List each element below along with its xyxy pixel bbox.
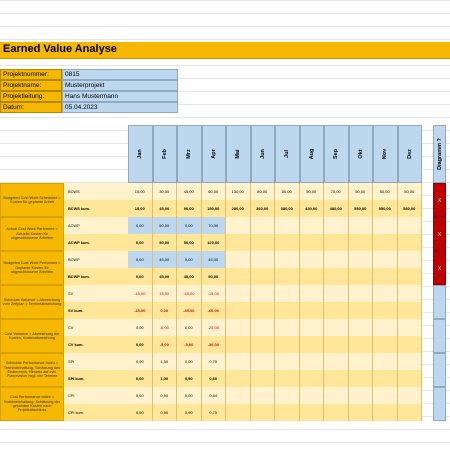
value-cell[interactable] xyxy=(226,404,251,421)
month-label: Dez xyxy=(406,149,413,159)
value-cell[interactable]: 0,00 xyxy=(128,268,153,285)
value-cell[interactable]: 580,00 xyxy=(398,200,423,217)
row-label: SPI kum. xyxy=(64,370,128,387)
metric-description: Actual Cost Work Performed = Aktuelle Kosten für abgeschlossene Arbeiten xyxy=(0,217,64,251)
title-bar xyxy=(0,42,450,59)
value-cell[interactable] xyxy=(226,319,251,336)
value-cell[interactable]: 0,60 xyxy=(202,370,227,387)
metric-description: Cost Performance Index = Kosteneinhaltung, Schätzung der gesamten Kosten nach Projektabschluss xyxy=(0,387,64,421)
value-cell[interactable] xyxy=(398,353,423,370)
value-cell[interactable] xyxy=(324,217,349,234)
value-cell[interactable] xyxy=(373,387,398,404)
month-header xyxy=(202,125,227,183)
value-cell[interactable] xyxy=(349,336,374,353)
month-header xyxy=(226,125,251,183)
value-cell[interactable] xyxy=(349,353,374,370)
metric-description: Budgeted Cost Work Performed = Geplante Kosten für abgeschlossene Arbeiten xyxy=(0,251,64,285)
month-header xyxy=(275,125,300,183)
project-info-row xyxy=(0,69,178,80)
value-cell[interactable] xyxy=(251,319,276,336)
project-info-value[interactable]: Hans Mustermann xyxy=(62,91,178,102)
value-cell[interactable]: 0,50 xyxy=(177,370,202,387)
value-cell[interactable]: 50,00 xyxy=(373,183,398,200)
value-cell[interactable] xyxy=(398,404,423,421)
row-label: CPI kum. xyxy=(64,404,128,421)
value-cell[interactable] xyxy=(251,353,276,370)
value-cell[interactable]: 50,00 xyxy=(300,183,325,200)
month-label: Okt xyxy=(357,149,364,159)
value-cell[interactable]: 0,00 xyxy=(177,387,202,404)
value-cell[interactable]: 0,00 xyxy=(128,217,153,234)
row-label: BCWS xyxy=(64,183,128,200)
value-cell[interactable]: 45,00 xyxy=(177,183,202,200)
value-cell[interactable] xyxy=(373,336,398,353)
value-cell[interactable] xyxy=(226,387,251,404)
value-cell[interactable] xyxy=(324,387,349,404)
value-cell[interactable] xyxy=(398,319,423,336)
value-cell[interactable] xyxy=(275,370,300,387)
month-header xyxy=(153,125,178,183)
value-cell[interactable] xyxy=(226,251,251,268)
project-info-value[interactable]: 0815 xyxy=(62,69,178,80)
value-cell[interactable] xyxy=(251,387,276,404)
diagram-column-cell xyxy=(433,319,446,353)
value-cell[interactable]: 360,00 xyxy=(251,200,276,217)
value-cell[interactable] xyxy=(324,251,349,268)
value-cell[interactable]: 0,00 xyxy=(128,251,153,268)
value-cell[interactable] xyxy=(349,251,374,268)
value-cell[interactable] xyxy=(251,302,276,319)
month-label: Aug xyxy=(308,148,315,160)
value-cell[interactable] xyxy=(349,268,374,285)
value-cell[interactable]: 0,00 xyxy=(128,353,153,370)
value-cell[interactable]: 50,00 xyxy=(153,217,178,234)
value-cell[interactable]: -30,00 xyxy=(202,336,227,353)
value-cell[interactable] xyxy=(373,353,398,370)
value-cell[interactable]: 50,00 xyxy=(153,234,178,251)
value-cell[interactable] xyxy=(398,251,423,268)
value-cell[interactable] xyxy=(275,336,300,353)
value-cell[interactable] xyxy=(324,268,349,285)
value-cell[interactable]: 50,00 xyxy=(398,183,423,200)
value-cell[interactable]: 90,00 xyxy=(202,268,227,285)
month-label: Jan xyxy=(137,149,144,159)
metric-description: Schedule Variance = Abweichung vom Zeitplan = Termintabweichung xyxy=(0,285,64,319)
value-cell[interactable] xyxy=(275,268,300,285)
value-cell[interactable] xyxy=(226,217,251,234)
value-cell[interactable]: 0,00 xyxy=(128,404,153,421)
value-cell[interactable]: 45,00 xyxy=(153,268,178,285)
metric-description: Schedule Performance Index = Termineinhaltung, Schätzung des Endtermins, Hinweis auf evtl. Planrevision bzgl. der Termine xyxy=(0,353,64,387)
value-cell[interactable] xyxy=(373,370,398,387)
value-cell[interactable]: 0,90 xyxy=(153,387,178,404)
month-label: Apr xyxy=(210,149,217,159)
diagram-header xyxy=(433,125,446,183)
month-label: Jun xyxy=(259,149,266,159)
value-cell[interactable] xyxy=(251,370,276,387)
value-cell[interactable] xyxy=(398,336,423,353)
value-cell[interactable]: 1,00 xyxy=(153,370,178,387)
value-cell[interactable]: 0,64 xyxy=(202,387,227,404)
project-info-label: Projektname: xyxy=(0,80,62,91)
value-cell[interactable]: 50,00 xyxy=(349,183,374,200)
value-cell[interactable] xyxy=(349,285,374,302)
month-label: Mrz xyxy=(186,149,193,159)
value-cell[interactable] xyxy=(275,319,300,336)
value-cell[interactable] xyxy=(300,217,325,234)
value-cell[interactable]: 50,00 xyxy=(275,183,300,200)
project-info-row xyxy=(0,102,178,113)
row-label: BCWP kum. xyxy=(64,268,128,285)
value-cell[interactable]: 150,00 xyxy=(202,200,227,217)
value-cell[interactable] xyxy=(226,370,251,387)
value-cell[interactable] xyxy=(324,404,349,421)
value-cell[interactable] xyxy=(398,387,423,404)
value-cell[interactable]: 0,90 xyxy=(153,404,178,421)
value-cell[interactable]: 15,00 xyxy=(128,200,153,217)
value-cell[interactable] xyxy=(300,370,325,387)
value-cell[interactable]: 130,00 xyxy=(226,183,251,200)
month-label: Nov xyxy=(382,148,389,160)
value-cell[interactable]: 480,00 xyxy=(324,200,349,217)
project-info-value[interactable]: 05.04.2023 xyxy=(62,102,178,113)
month-label: Mai xyxy=(235,149,242,159)
project-info-label: Projektleitung: xyxy=(0,91,62,102)
value-cell[interactable] xyxy=(300,353,325,370)
value-cell[interactable]: 0,00 xyxy=(128,370,153,387)
value-cell[interactable] xyxy=(275,251,300,268)
value-cell[interactable]: -5,00 xyxy=(177,336,202,353)
value-cell[interactable]: -45,00 xyxy=(177,302,202,319)
value-cell[interactable] xyxy=(373,319,398,336)
value-cell[interactable] xyxy=(373,302,398,319)
value-cell[interactable]: 15,00 xyxy=(128,183,153,200)
value-cell[interactable]: 0,00 xyxy=(128,336,153,353)
value-cell[interactable] xyxy=(251,404,276,421)
value-cell[interactable] xyxy=(349,217,374,234)
value-cell[interactable] xyxy=(324,285,349,302)
value-cell[interactable] xyxy=(275,387,300,404)
value-cell[interactable] xyxy=(324,370,349,387)
row-label: CV kum. xyxy=(64,336,128,353)
diagram-column-cell xyxy=(433,285,446,319)
month-header xyxy=(324,125,349,183)
value-cell[interactable]: -25,00 xyxy=(202,319,227,336)
value-cell[interactable]: 80,00 xyxy=(251,183,276,200)
value-cell[interactable]: 0,00 xyxy=(128,387,153,404)
value-cell[interactable] xyxy=(275,404,300,421)
value-cell[interactable]: 70,00 xyxy=(202,217,227,234)
value-cell[interactable] xyxy=(251,268,276,285)
value-cell[interactable]: 120,00 xyxy=(202,234,227,251)
value-cell[interactable]: 30,00 xyxy=(153,183,178,200)
value-cell[interactable]: 0,00 xyxy=(177,251,202,268)
row-label: ACWP xyxy=(64,217,128,234)
value-cell[interactable] xyxy=(398,302,423,319)
row-label: SV xyxy=(64,285,128,302)
value-cell[interactable] xyxy=(398,234,423,251)
value-cell[interactable] xyxy=(324,234,349,251)
value-cell[interactable]: 550,00 xyxy=(349,200,374,217)
value-cell[interactable] xyxy=(251,251,276,268)
row-label: CV xyxy=(64,319,128,336)
value-cell[interactable]: 90,00 xyxy=(177,200,202,217)
value-cell[interactable] xyxy=(300,336,325,353)
month-label: Jul xyxy=(284,150,291,158)
value-cell[interactable] xyxy=(398,217,423,234)
value-cell[interactable] xyxy=(226,268,251,285)
value-cell[interactable]: -15,00 xyxy=(202,285,227,302)
diagram-column-cell xyxy=(433,353,446,387)
value-cell[interactable] xyxy=(251,217,276,234)
value-cell[interactable] xyxy=(398,285,423,302)
value-cell[interactable] xyxy=(251,234,276,251)
value-cell[interactable]: 0,75 xyxy=(202,353,227,370)
value-cell[interactable] xyxy=(300,251,325,268)
diagram-header-label: Diagramm ? xyxy=(436,138,443,170)
metric-description: Cost Variance = Abweichung der Kosten, Kostenabweichung xyxy=(0,319,64,353)
metric-description: Budgeted Cost Work Scheduled = Kosten für geplante Arbeit xyxy=(0,183,64,217)
diagram-column-cell xyxy=(433,387,446,421)
diagram-toggle-button[interactable]: X xyxy=(433,217,446,251)
month-header xyxy=(177,125,202,183)
value-cell[interactable] xyxy=(300,234,325,251)
value-cell[interactable]: 0,00 xyxy=(128,319,153,336)
value-cell[interactable]: 1,50 xyxy=(153,353,178,370)
value-cell[interactable] xyxy=(349,319,374,336)
row-label: BCWP xyxy=(64,251,128,268)
value-cell[interactable] xyxy=(324,319,349,336)
value-cell[interactable] xyxy=(324,336,349,353)
row-label: ACWP kum. xyxy=(64,234,128,251)
value-cell[interactable]: 380,00 xyxy=(275,200,300,217)
value-cell[interactable] xyxy=(373,404,398,421)
value-cell[interactable] xyxy=(275,217,300,234)
project-info-label: Projektnummer: xyxy=(0,69,62,80)
value-cell[interactable]: 15,00 xyxy=(153,285,178,302)
value-cell[interactable] xyxy=(251,336,276,353)
value-cell[interactable]: -5,00 xyxy=(153,319,178,336)
value-cell[interactable] xyxy=(324,302,349,319)
value-cell[interactable] xyxy=(275,353,300,370)
value-cell[interactable]: 70,00 xyxy=(324,183,349,200)
value-cell[interactable] xyxy=(300,319,325,336)
month-label: Feb xyxy=(161,149,168,159)
value-cell[interactable]: 45,00 xyxy=(177,268,202,285)
value-cell[interactable]: 0,00 xyxy=(177,319,202,336)
value-cell[interactable]: 0,00 xyxy=(128,234,153,251)
project-info-row xyxy=(0,80,178,91)
month-header xyxy=(373,125,398,183)
value-cell[interactable]: 0,00 xyxy=(153,302,178,319)
value-cell[interactable]: -15,00 xyxy=(128,302,153,319)
project-info-row xyxy=(0,91,178,102)
value-cell[interactable]: 50,00 xyxy=(177,234,202,251)
value-cell[interactable] xyxy=(226,285,251,302)
value-cell[interactable] xyxy=(398,268,423,285)
value-cell[interactable] xyxy=(349,370,374,387)
value-cell[interactable]: 430,00 xyxy=(300,200,325,217)
value-cell[interactable] xyxy=(349,404,374,421)
row-label: BCWS kum. xyxy=(64,200,128,217)
value-cell[interactable] xyxy=(226,234,251,251)
value-cell[interactable] xyxy=(373,285,398,302)
value-cell[interactable]: 45,00 xyxy=(202,251,227,268)
value-cell[interactable] xyxy=(349,387,374,404)
month-header xyxy=(349,125,374,183)
diagram-toggle-button[interactable]: X xyxy=(433,251,446,285)
value-cell[interactable] xyxy=(275,302,300,319)
value-cell[interactable]: -5,00 xyxy=(153,336,178,353)
value-cell[interactable]: 0,00 xyxy=(177,217,202,234)
value-cell[interactable]: 45,00 xyxy=(153,251,178,268)
value-cell[interactable]: 0,00 xyxy=(177,353,202,370)
value-cell[interactable] xyxy=(300,387,325,404)
value-cell[interactable] xyxy=(226,336,251,353)
value-cell[interactable]: -45,00 xyxy=(177,285,202,302)
month-header xyxy=(398,125,423,183)
value-cell[interactable] xyxy=(349,302,374,319)
value-cell[interactable]: -15,00 xyxy=(128,285,153,302)
value-cell[interactable] xyxy=(275,285,300,302)
value-cell[interactable] xyxy=(373,268,398,285)
value-cell[interactable] xyxy=(373,217,398,234)
value-cell[interactable]: 0,90 xyxy=(177,404,202,421)
value-cell[interactable] xyxy=(373,251,398,268)
value-cell[interactable] xyxy=(300,404,325,421)
project-info-label: Datum: xyxy=(0,102,62,113)
value-cell[interactable] xyxy=(226,353,251,370)
row-label: SV kum. xyxy=(64,302,128,319)
value-cell[interactable]: 45,00 xyxy=(153,200,178,217)
month-label: Sep xyxy=(333,148,340,160)
value-cell[interactable]: 0,75 xyxy=(202,404,227,421)
value-cell[interactable] xyxy=(226,302,251,319)
sheet-title: Earned Value Analyse xyxy=(3,43,117,55)
diagram-toggle-button[interactable]: X xyxy=(433,183,446,217)
value-cell[interactable] xyxy=(373,234,398,251)
value-cell[interactable] xyxy=(398,370,423,387)
value-cell[interactable]: 60,00 xyxy=(202,183,227,200)
project-info-value[interactable]: Musterprojekt xyxy=(62,80,178,91)
month-header xyxy=(128,125,153,183)
value-cell[interactable] xyxy=(251,285,276,302)
value-cell[interactable]: 280,00 xyxy=(226,200,251,217)
value-cell[interactable] xyxy=(324,353,349,370)
value-cell[interactable] xyxy=(300,268,325,285)
row-label: SPI xyxy=(64,353,128,370)
value-cell[interactable] xyxy=(349,234,374,251)
month-header xyxy=(300,125,325,183)
value-cell[interactable] xyxy=(300,302,325,319)
row-label: CPI xyxy=(64,387,128,404)
value-cell[interactable]: -60,00 xyxy=(202,302,227,319)
value-cell[interactable] xyxy=(300,285,325,302)
month-header xyxy=(251,125,276,183)
value-cell[interactable]: 550,00 xyxy=(373,200,398,217)
value-cell[interactable] xyxy=(275,234,300,251)
